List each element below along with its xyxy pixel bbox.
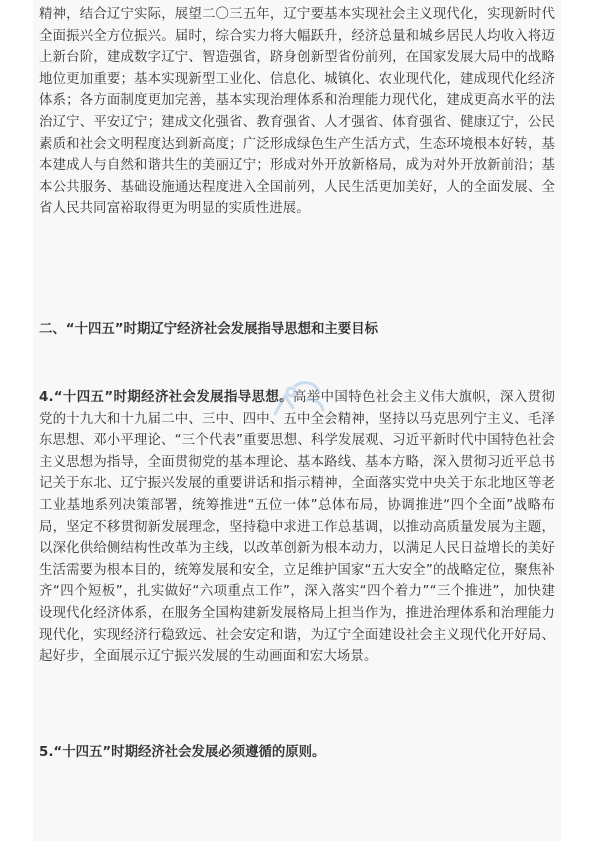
paragraph-vision-2035: 精神，结合辽宁实际，展望二〇三五年，辽宁要基本实现社会主义现代化，实现新时代全面振兴全方位振兴。届时，综合实力将大幅跃升，经济总量和城乡居民人均收入将迈上新台阶，建成数字辽宁、智造强省，跻身创新型省份前列，在国家发展大局中的战略地位更加重要；基本实现新型工业化、信息化、城镇化、农业现代化，建成现代化经济体系；各方面制度更加完善，基本实现治理体系和治理能力现代化，建成更高水平的法治辽宁、平安辽宁；建成文化强省、教育强省、人才强省、体育强省、健康辽宁，公民素质和社会文明程度达到新高度；广泛形成绿色生产生活方式，生态环境根本好转，基本建成人与自然和谐共生的美丽辽宁；形成对外开放新格局，成为对外开放新前沿；基本公共服务、基础设施通达程度进入全国前列，人民生活更加美好，人的全面发展、全省人民共同富裕取得更为明显的实质性进展。 (39, 7, 555, 217)
paragraph-body: 高举中国特色社会主义伟大旗帜，深入贯彻党的十九大和十九届二中、三中、四中、五中全会精神，坚持以马克思列宁主义、毛泽东思想、邓小平理论、“三个代表”重要思想、科学发展观、习近平新时代中国特色社会主义思想为指导，全面贯彻党的基本理论、基本路线、基本方略，深入贯彻习近平总书记关于东北、辽宁振兴发展的重要讲话和指示精神，全面落实党中央关于东北地区等老工业基地系列决策部署，统筹推进“五位一体”总体布局，协调推进“四个全面”战略布局，坚定不移贯彻新发展理念，坚持稳中求进工作总基调，以推动高质量发展为主题，以深化供给侧结构性改革为主线，以改革创新为根本动力，以满足人民日益增长的美好生活需要为根本目的，统筹发展和安全，立足维护国家“五大安全”的战略定位，聚焦补齐“四个短板”，扎实做好“六项重点工作”，深入落实“四个着力”“三个推进”，加快建设现代化经济体系，在服务全国构建新发展格局上担当作为，推进治理体系和治理能力现代化，实现经济行稳致远、社会安定和谐，为辽宁全面建设社会主义现代化开好局、起好步，全面展示辽宁振兴发展的生动画面和宏大场景。 (39, 390, 555, 665)
paragraph-guiding-thought (39, 387, 555, 668)
section-heading-principles: 5.“十四五”时期经济社会发展必须遵循的原则。 (39, 745, 326, 760)
paragraph-lead-title: 4.“十四五”时期经济社会发展指导思想。 (39, 390, 293, 405)
document-page (33, 0, 561, 841)
section-heading-two: 二、“十四五”时期辽宁经济社会发展指导思想和主要目标 (39, 322, 378, 337)
